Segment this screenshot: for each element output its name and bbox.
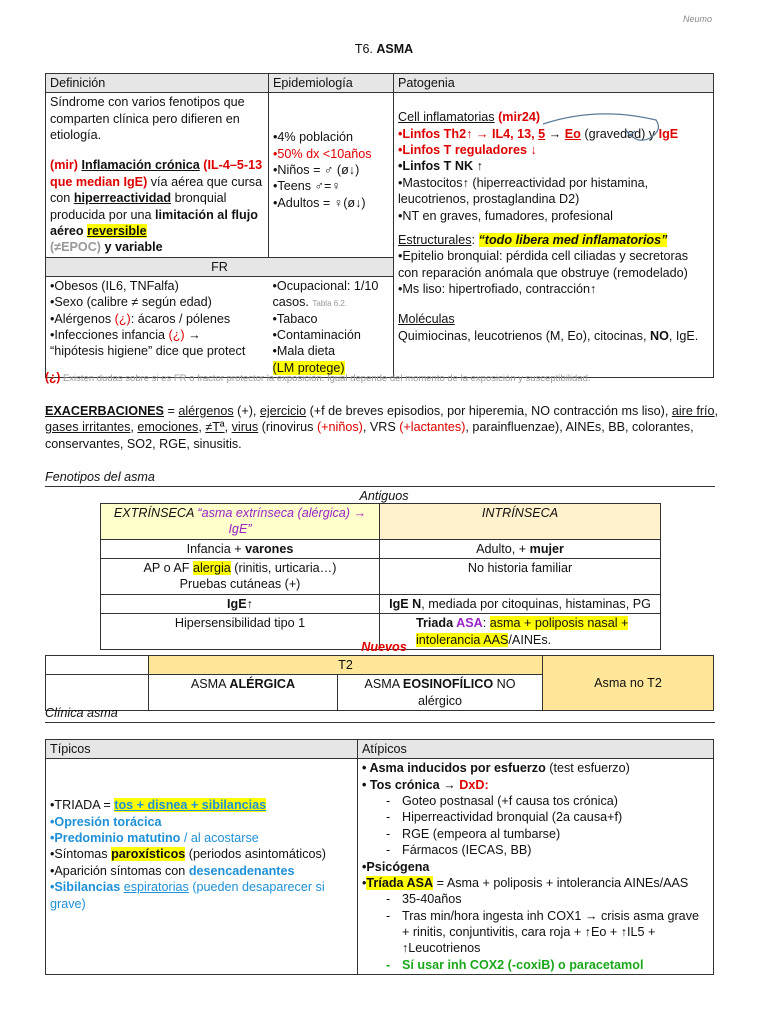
exac-text: , (714, 404, 719, 418)
phen-text: Adulto, + (476, 541, 530, 556)
epi-item: •4% población (273, 130, 354, 145)
atypical-text: → (439, 777, 460, 792)
atypical-item: •Psicógena (362, 859, 430, 874)
paroxisticos-highlight: paroxísticos (111, 847, 186, 862)
th2-arrow: → (545, 126, 565, 141)
list-item: - Tras min/hora ingesta inh COX1 → crisis asma grave + rinitis, conjuntivitis, cara roja + ↑Eo + ↑IL5 + ↑Leucotrienos (402, 908, 709, 957)
nt-line: •NT en graves, fumadores, profesional (398, 208, 613, 223)
new-phen-bold: ALÉRGICA (229, 677, 296, 692)
exac-term: emociones (137, 420, 199, 435)
fr-lm: (LM protege) (272, 360, 345, 375)
extr-label: EXTRÍNSECA (113, 506, 194, 520)
list-item: - RGE (empeora al tumbarse) (402, 826, 709, 842)
phen-cell: Hipersensibilidad tipo 1 (101, 614, 380, 650)
section-rule (45, 486, 715, 487)
title-prefix: T6. (354, 42, 377, 56)
mol-text: Quimiocinas, leucotrienos (M, Eo), citocinas, (398, 328, 650, 343)
phen-bold: varones (245, 541, 294, 556)
fr-item: •Contaminación (272, 328, 361, 343)
th2-five: 5 (538, 126, 546, 141)
exac-text: , (130, 420, 138, 435)
exac-title: EXACERBACIONES (45, 404, 164, 418)
tos-term: • Tos crónica (362, 777, 440, 792)
exac-text: , (224, 420, 232, 435)
limit-term: limitación al flujo aéreo (50, 207, 258, 238)
fr-item: •Mala dieta (272, 344, 336, 359)
fr-item (273, 278, 390, 311)
reversible-term: reversible (87, 223, 147, 238)
th2-line (398, 126, 709, 142)
triada-highlight: tos + disnea + sibilancias (114, 798, 267, 813)
list-item: - Goteo postnasal (+f causa tos crónica) (402, 793, 709, 809)
phen-cell (380, 594, 661, 613)
section-rule (45, 722, 715, 723)
fr-right-cell (269, 276, 394, 377)
fr-left-cell (46, 276, 269, 377)
list-item: - Hiperreactividad bronquial (2a causa+f) (402, 809, 709, 825)
antiguos-label: Antiguos (359, 489, 409, 503)
fr-item (50, 311, 265, 327)
epoc-term: (≠EPOC) (50, 240, 101, 255)
mol-no: NO (649, 328, 669, 343)
fr-tabla-ref: Tabla 6.2. (312, 299, 348, 309)
th2-text: •Linfos Th2↑ → IL4, 13, (398, 126, 539, 141)
hiper-term: hiperreactividad (73, 191, 172, 206)
t2-header: T2 (149, 656, 543, 675)
fr-item: •Obesos (IL6, TNFalfa) (50, 278, 179, 293)
struct-label: Estructurales (398, 232, 472, 247)
atypical-item (362, 760, 709, 776)
tos-list (362, 793, 709, 858)
phen-highlight: asma + poliposis nasal + (489, 616, 629, 631)
exac-text: , parainfluenzae), AINEs, BB, colorantes, conservantes, SO2, RGE, sinusitis. (45, 420, 694, 451)
exacerbations-paragraph (45, 403, 720, 452)
struct-quote: “todo libera med inflamatorios” (478, 232, 668, 247)
doubt-note (45, 370, 591, 386)
fr-item: “hipótesis higiene” dice que protect (50, 344, 246, 359)
note-text: Existen dudas sobre si es FR o fractor protector la exposición. Igual depende del momento de la exposición y susceptibilidad. (60, 373, 591, 384)
typical-item (50, 830, 353, 846)
phen-highlight: intolerancia AAS (416, 632, 509, 647)
exac-text: (+f de breves episodios, por hiperemia, NO contracción ms liso), (306, 404, 672, 418)
typical-text: •TRIADA = (50, 798, 115, 813)
list-item: - 35-40años (402, 891, 709, 907)
phen-highlight: alergia (193, 561, 231, 576)
fr-item (50, 327, 265, 343)
new-phen-text: ASMA (364, 677, 403, 692)
phen-cell (380, 539, 661, 558)
fr-alerg-end: : ácaros / pólenes (130, 311, 231, 326)
fr-question-mark: (¿) (114, 311, 131, 326)
mol-title: Moléculas (398, 312, 455, 327)
col-header-patogenia: Patogenia (394, 74, 714, 93)
typical-item (50, 846, 353, 862)
col-header-epidemiologia: Epidemiología (269, 74, 394, 93)
exac-term: virus (231, 420, 259, 435)
nuevos-label: Nuevos (361, 640, 407, 654)
sibilancias-term: •Sibilancias (50, 880, 124, 895)
annotation-curve-icon (538, 112, 668, 148)
th2-ige: IgE (658, 126, 679, 141)
col-header-definicion: Definición (46, 74, 269, 93)
definition-line: Síndrome con varios fenotipos que comparten clínica pero difieren en etiología. (50, 95, 245, 143)
phen-bold: IgE N (389, 596, 422, 611)
typical-cell (46, 759, 358, 975)
typical-text: •Síntomas (50, 847, 112, 862)
exac-term: aire frío (671, 404, 715, 418)
title-main: ASMA (376, 42, 414, 56)
phen-cell: No historia familiar (380, 559, 661, 595)
dxd-term: DxD: (459, 777, 489, 792)
mir-mark: (mir) (50, 158, 78, 173)
fr-infec-arrow: → (184, 328, 201, 343)
phen-bold: mujer (529, 541, 564, 556)
fr-question-mark: (¿) (168, 328, 185, 343)
desencadenantes-term: desencadenantes (188, 863, 295, 878)
epidemiology-cell (269, 93, 394, 257)
atypical-text: • (362, 875, 367, 890)
mast-line: •Mastocitos↑ (hiperreactividad por histamina, leucotrienos, prostaglandina D2) (398, 175, 649, 207)
bronq-text: bronquial producida por una (50, 191, 227, 222)
fr-item: •Tabaco (272, 311, 318, 326)
col-header-atipicos: Atípicos (358, 740, 714, 759)
extr-sub: “asma extrínseca (alérgica) → IgE” (193, 506, 367, 537)
mol-text-end: , IgE. (668, 328, 699, 343)
epi-item: •50% dx <10años (273, 146, 372, 161)
phen-asa: ASA (456, 616, 483, 631)
fr-item: •Sexo (calibre ≠ según edad) (50, 295, 212, 310)
phen-text: Pruebas cutáneas (+) (179, 577, 301, 592)
empty-cell (46, 656, 149, 675)
treg-line: •Linfos T reguladores ↓ (398, 143, 537, 158)
exac-text: = (163, 404, 179, 418)
fr-alerg-text: •Alérgenos (50, 311, 115, 326)
list-item: - Fármacos (IECAS, BB) (402, 842, 709, 858)
typical-text: •Aparición síntomas con (50, 863, 189, 878)
il-term: (IL-4–5-13 que median IgE) (50, 158, 263, 189)
phen-text: : (482, 616, 490, 631)
new-phen-text: NO alérgico (417, 677, 516, 708)
col-header-tipicos: Típicos (46, 740, 358, 759)
atypical-text: (test esfuerzo) (545, 761, 630, 776)
phen-text: AP o AF (143, 561, 193, 576)
exac-text: , VRS (362, 420, 400, 435)
fr-infec-text: •Infecciones infancia (50, 328, 169, 343)
exac-term: ≠Tª (205, 420, 225, 435)
exac-text: (+), (233, 404, 260, 418)
phen-text: /AINEs. (508, 632, 552, 647)
overview-table (45, 73, 714, 378)
new-phenotype-table (45, 655, 714, 711)
fr-header: FR (46, 257, 394, 276)
via-text: vía aérea que cursa con (50, 174, 263, 206)
cell-inflam-label: Cell inflamatorias (398, 110, 495, 125)
typical-text: (pueden desaparecer si grave) (50, 880, 325, 911)
typical-text: (periodos asintomáticos) (185, 847, 327, 862)
th2-eo: Eo (564, 126, 581, 141)
eosino-cell (338, 675, 543, 711)
epi-item: •Adultos = ♀(ø↓) (273, 195, 366, 210)
new-phen-bold: EOSINOFÍLICO (402, 677, 494, 692)
asa-list (362, 891, 709, 973)
intr-header: INTRÍNSECA (380, 504, 661, 540)
section-title-fenotipos: Fenotipos del asma (45, 470, 155, 484)
fr-ocup-text: •Ocupacional: 1/10 casos. (272, 278, 379, 310)
predominio-rest: / al acostarse (180, 831, 259, 846)
exac-text: (rinovirus (258, 420, 317, 435)
phen-cell (101, 539, 380, 558)
tnk-line: •Linfos T NK ↑ (398, 159, 483, 174)
atypical-item (362, 777, 709, 793)
document-tag: Neumo (682, 14, 712, 24)
variable-term: y variable (101, 240, 163, 255)
exac-ninos: (+niños) (316, 420, 363, 435)
section-title-clinica: Clínica asma (45, 706, 118, 720)
phen-text: Infancia + (186, 541, 246, 556)
atypical-item (362, 875, 709, 891)
phen-cell (101, 559, 380, 595)
alergica-cell (149, 675, 338, 711)
phen-text: , mediada por citoquinas, histaminas, PG (421, 596, 651, 611)
no-t2-cell: Asma no T2 (543, 656, 714, 711)
espiratorias-term: espiratorias (123, 880, 189, 895)
asa-highlight: Tríada ASA (366, 875, 434, 890)
page-title (0, 41, 768, 57)
th2-gravedad: (gravedad) y (580, 126, 659, 141)
epitelio-line: •Epitelio bronquial: pérdida cell ciliadas y secretoras con reparación anómala que obstruye (remodelado) (398, 249, 689, 280)
definition-inflammation (50, 157, 264, 255)
phen-bold: Triada (416, 616, 457, 631)
phen-text: (rinitis, urticaria…) (230, 561, 337, 576)
esfuerzo-term: • Asma inducidos por esfuerzo (362, 761, 546, 776)
phen-cell: IgE↑ (101, 594, 380, 613)
typical-item (50, 863, 353, 879)
inflammation-term: Inflamación crónica (81, 158, 200, 173)
typical-item: •Opresión torácica (50, 814, 162, 829)
exac-text: , (198, 420, 206, 435)
typical-item (50, 879, 353, 912)
phenotype-table (100, 503, 661, 650)
extr-header (101, 504, 380, 540)
epi-item: •Teens ♂=♀ (273, 179, 341, 194)
typical-item (50, 797, 353, 813)
predominio-term: •Predominio matutino (50, 831, 181, 846)
list-item: - Sí usar inh COX2 (-coxiB) o paracetamol (402, 957, 709, 973)
exac-term: alérgenos (178, 404, 234, 418)
epi-item: •Niños = ♂ (ø↓) (273, 163, 360, 178)
atypical-text: = Asma + poliposis + intolerancia AINEs/AAS (433, 875, 689, 890)
mol-line (398, 328, 709, 344)
pathogenesis-cell (394, 93, 714, 378)
clinical-table (45, 739, 714, 975)
musc-line: •Ms liso: hipertrofiado, contracción↑ (398, 281, 597, 296)
exac-term: ejercicio (259, 404, 307, 418)
atypical-cell (358, 759, 714, 975)
cell-inflam-mir: (mir24) (498, 110, 541, 125)
exac-lactantes: (+lactantes) (399, 420, 466, 435)
exac-term: gases irritantes (45, 420, 131, 435)
note-mark: (¿) (45, 370, 61, 384)
new-phen-text: ASMA (190, 677, 230, 692)
struct-title: Estructurales: “todo libera med inflamatorios” (398, 232, 668, 247)
definition-cell (46, 93, 269, 257)
